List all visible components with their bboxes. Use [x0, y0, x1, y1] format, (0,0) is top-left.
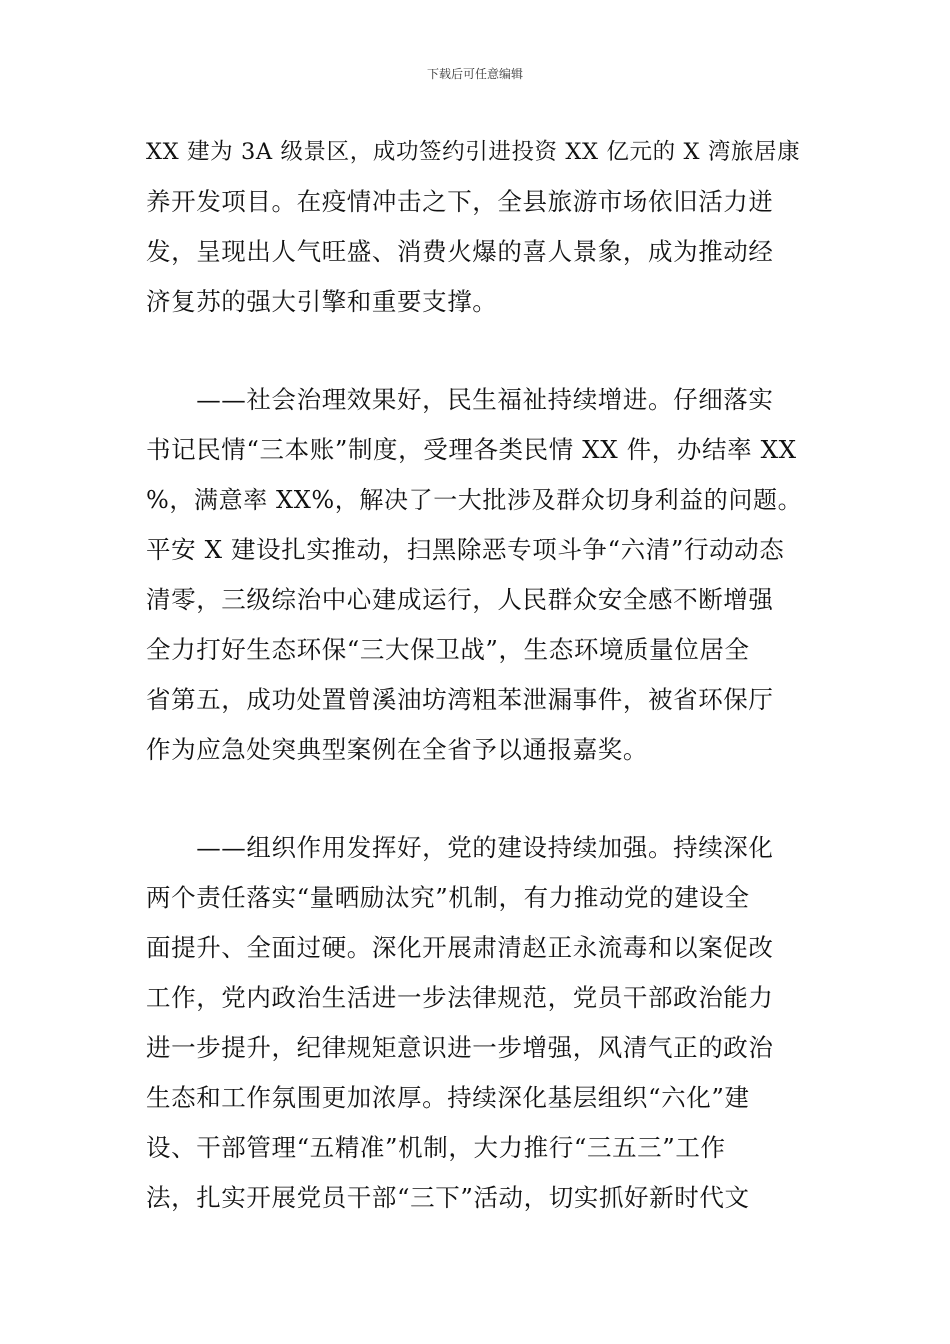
- text-line: 发，呈现出人气旺盛、消费火爆的喜人景象，成为推动经: [146, 237, 774, 266]
- text-line: 省第五，成功处置曾溪油坊湾粗苯泄漏事件，被省环保厅: [146, 685, 774, 714]
- text-line: 清零，三级综治中心建成运行，人民群众安全感不断增强: [146, 585, 774, 614]
- text-line: 法，扎实开展党员干部“三下”活动，切实抓好新时代文: [146, 1183, 750, 1212]
- text-line: 济复苏的强大引擎和重要支撑。: [146, 287, 498, 316]
- text-line: ——社会治理效果好，民生福祉持续增进。仔细落实: [146, 385, 774, 414]
- text-line: 两个责任落实“量晒励汰究”机制，有力推动党的建设全: [146, 883, 750, 912]
- text-line: 进一步提升，纪律规矩意识进一步增强，风清气正的政治: [146, 1033, 774, 1062]
- text-line: 面提升、全面过硬。深化开展肃清赵正永流毒和以案促改: [146, 933, 774, 962]
- text-line: ——组织作用发挥好，党的建设持续加强。持续深化: [146, 833, 774, 862]
- text-line: XX 建为 3A 级景区，成功签约引进投资 XX 亿元的 X 湾旅居康: [146, 139, 801, 165]
- text-line: %，满意率 XX%，解决了一大批涉及群众切身利益的问题。: [146, 486, 803, 514]
- text-line: 平安 X 建设扎实推动，扫黑除恶专项斗争“六清”行动动态: [146, 535, 785, 564]
- text-line: 生态和工作氛围更加浓厚。持续深化基层组织“六化”建: [146, 1083, 750, 1112]
- text-line: 作为应急处突典型案例在全省予以通报嘉奖。: [146, 735, 648, 764]
- text-line: 工作，党内政治生活进一步法律规范，党员干部政治能力: [146, 983, 774, 1012]
- text-line: 书记民情“三本账”制度，受理各类民情 XX 件，办结率 XX: [146, 435, 797, 464]
- text-line: 设、干部管理“五精准”机制，大力推行“三五三”工作: [146, 1133, 726, 1162]
- page-header: 下载后可任意编辑: [426, 67, 523, 81]
- text-line: 养开发项目。在疫情冲击之下，全县旅游市场依旧活力迸: [146, 187, 774, 216]
- text-line: 全力打好生态环保“三大保卫战”，生态环境质量位居全: [146, 635, 750, 664]
